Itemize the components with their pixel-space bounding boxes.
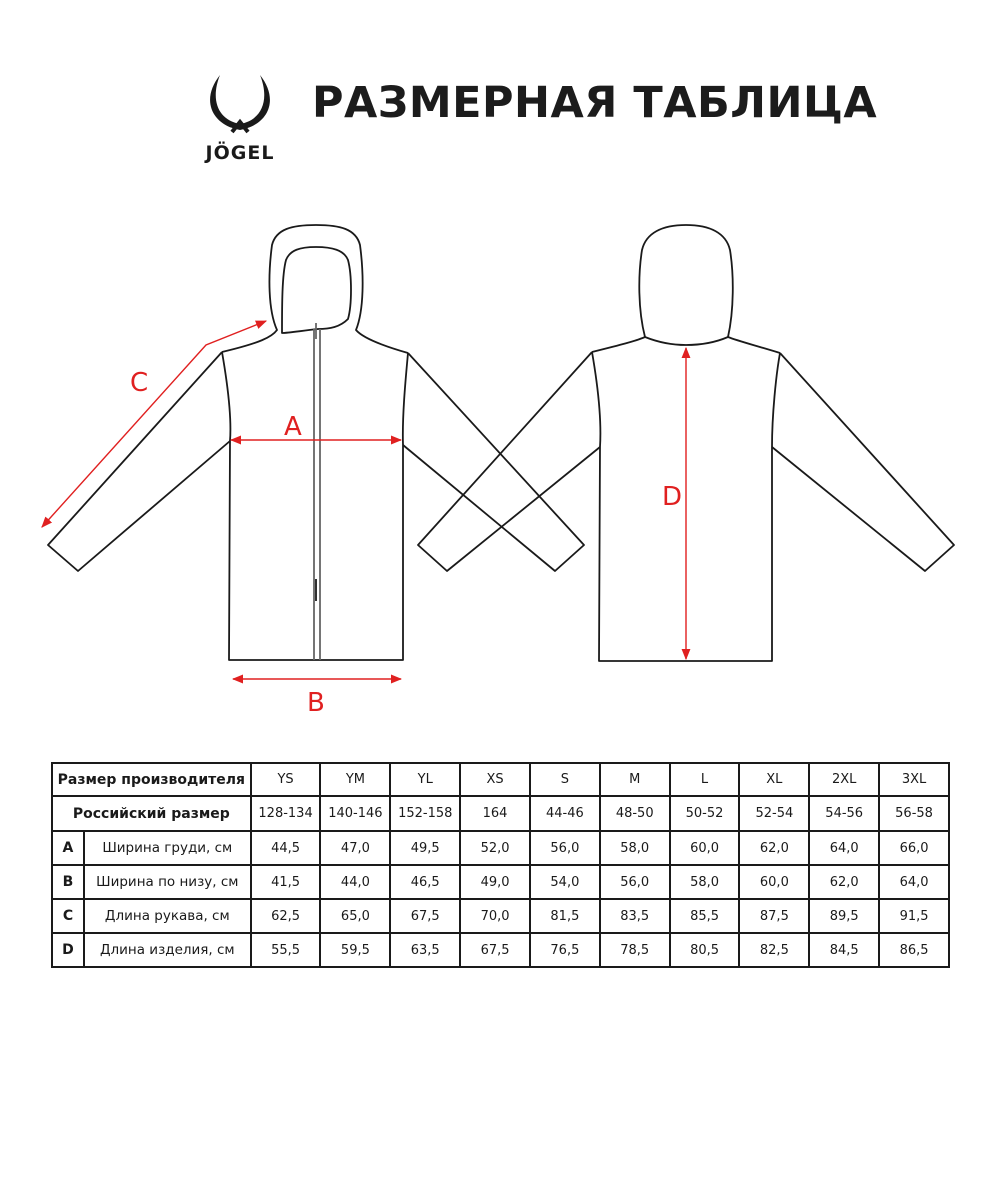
- measurement-value: 82,5: [739, 933, 809, 967]
- russian-size-cell: 152-158: [390, 796, 460, 831]
- measurement-value: 76,5: [530, 933, 600, 967]
- measurement-value: 56,0: [530, 831, 600, 865]
- measurement-row: [52, 933, 949, 967]
- measurement-value: 49,0: [460, 865, 530, 899]
- measurement-name: Ширина по низу, см: [84, 865, 251, 899]
- measurement-value: 81,5: [530, 899, 600, 933]
- measurement-value: 86,5: [879, 933, 949, 967]
- measurement-value: 49,5: [390, 831, 460, 865]
- russian-size-label: Российский размер: [52, 796, 251, 831]
- measurement-value: 84,5: [809, 933, 879, 967]
- jacket-diagram: [0, 215, 1000, 725]
- measurement-value: 62,0: [739, 831, 809, 865]
- russian-size-cell: 52-54: [739, 796, 809, 831]
- measurement-value: 67,5: [460, 933, 530, 967]
- russian-size-cell: 128-134: [251, 796, 321, 831]
- measurement-value: 56,0: [600, 865, 670, 899]
- russian-size-row: [52, 796, 949, 831]
- manufacturer-size-cell: YS: [251, 763, 321, 796]
- size-table: [51, 762, 950, 968]
- measurement-row: [52, 865, 949, 899]
- measurement-value: 44,0: [320, 865, 390, 899]
- measurement-value: 54,0: [530, 865, 600, 899]
- manufacturer-size-cell: YL: [390, 763, 460, 796]
- manufacturer-size-row: [52, 763, 949, 796]
- measurement-value: 64,0: [809, 831, 879, 865]
- manufacturer-size-cell: XS: [460, 763, 530, 796]
- measurement-value: 58,0: [670, 865, 740, 899]
- measurement-letter: A: [52, 831, 84, 865]
- brand-name: JÖGEL: [205, 142, 275, 164]
- measurement-letter: C: [52, 899, 84, 933]
- measurement-value: 66,0: [879, 831, 949, 865]
- measurement-value: 60,0: [670, 831, 740, 865]
- russian-size-cell: 48-50: [600, 796, 670, 831]
- measurement-value: 67,5: [390, 899, 460, 933]
- measurement-value: 87,5: [739, 899, 809, 933]
- measurement-name: Ширина груди, см: [84, 831, 251, 865]
- brand-logo: [190, 70, 295, 170]
- measurement-value: 64,0: [879, 865, 949, 899]
- measurement-value: 65,0: [320, 899, 390, 933]
- measurement-value: 83,5: [600, 899, 670, 933]
- manufacturer-size-cell: M: [600, 763, 670, 796]
- measurement-value: 58,0: [600, 831, 670, 865]
- manufacturer-size-cell: S: [530, 763, 600, 796]
- russian-size-cell: 140-146: [320, 796, 390, 831]
- measurement-value: 85,5: [670, 899, 740, 933]
- size-table-body: [52, 763, 949, 967]
- manufacturer-size-cell: YM: [320, 763, 390, 796]
- measurement-name: Длина рукава, см: [84, 899, 251, 933]
- jacket-front: [48, 225, 584, 660]
- measurement-value: 46,5: [390, 865, 460, 899]
- measurement-value: 60,0: [739, 865, 809, 899]
- measurement-value: 78,5: [600, 933, 670, 967]
- russian-size-cell: 44-46: [530, 796, 600, 831]
- measurement-value: 44,5: [251, 831, 321, 865]
- measurement-value: 80,5: [670, 933, 740, 967]
- measurement-value: 63,5: [390, 933, 460, 967]
- page-title: РАЗМЕРНАЯ ТАБЛИЦА: [312, 78, 878, 128]
- measure-c-line: [42, 321, 266, 527]
- russian-size-cell: 50-52: [670, 796, 740, 831]
- measurement-row: [52, 831, 949, 865]
- measurement-value: 47,0: [320, 831, 390, 865]
- measurement-name: Длина изделия, см: [84, 933, 251, 967]
- measurement-value: 55,5: [251, 933, 321, 967]
- measure-lines-front: [42, 321, 401, 679]
- label-d: D: [662, 482, 683, 512]
- brand-mark-icon: [190, 70, 290, 140]
- russian-size-cell: 54-56: [809, 796, 879, 831]
- measurement-value: 89,5: [809, 899, 879, 933]
- label-b: B: [307, 688, 325, 718]
- measurement-value: 52,0: [460, 831, 530, 865]
- russian-size-cell: 56-58: [879, 796, 949, 831]
- measurement-value: 41,5: [251, 865, 321, 899]
- measurement-row: [52, 899, 949, 933]
- measurement-value: 62,0: [809, 865, 879, 899]
- measurement-value: 70,0: [460, 899, 530, 933]
- manufacturer-size-cell: 2XL: [809, 763, 879, 796]
- label-a: A: [284, 412, 302, 442]
- measurement-value: 91,5: [879, 899, 949, 933]
- measurement-value: 62,5: [251, 899, 321, 933]
- russian-size-cell: 164: [460, 796, 530, 831]
- measurement-value: 59,5: [320, 933, 390, 967]
- manufacturer-size-cell: 3XL: [879, 763, 949, 796]
- label-c: C: [130, 368, 149, 398]
- manufacturer-size-label: Размер производителя: [52, 763, 251, 796]
- measurement-letter: D: [52, 933, 84, 967]
- manufacturer-size-cell: L: [670, 763, 740, 796]
- manufacturer-size-cell: XL: [739, 763, 809, 796]
- measurement-letter: B: [52, 865, 84, 899]
